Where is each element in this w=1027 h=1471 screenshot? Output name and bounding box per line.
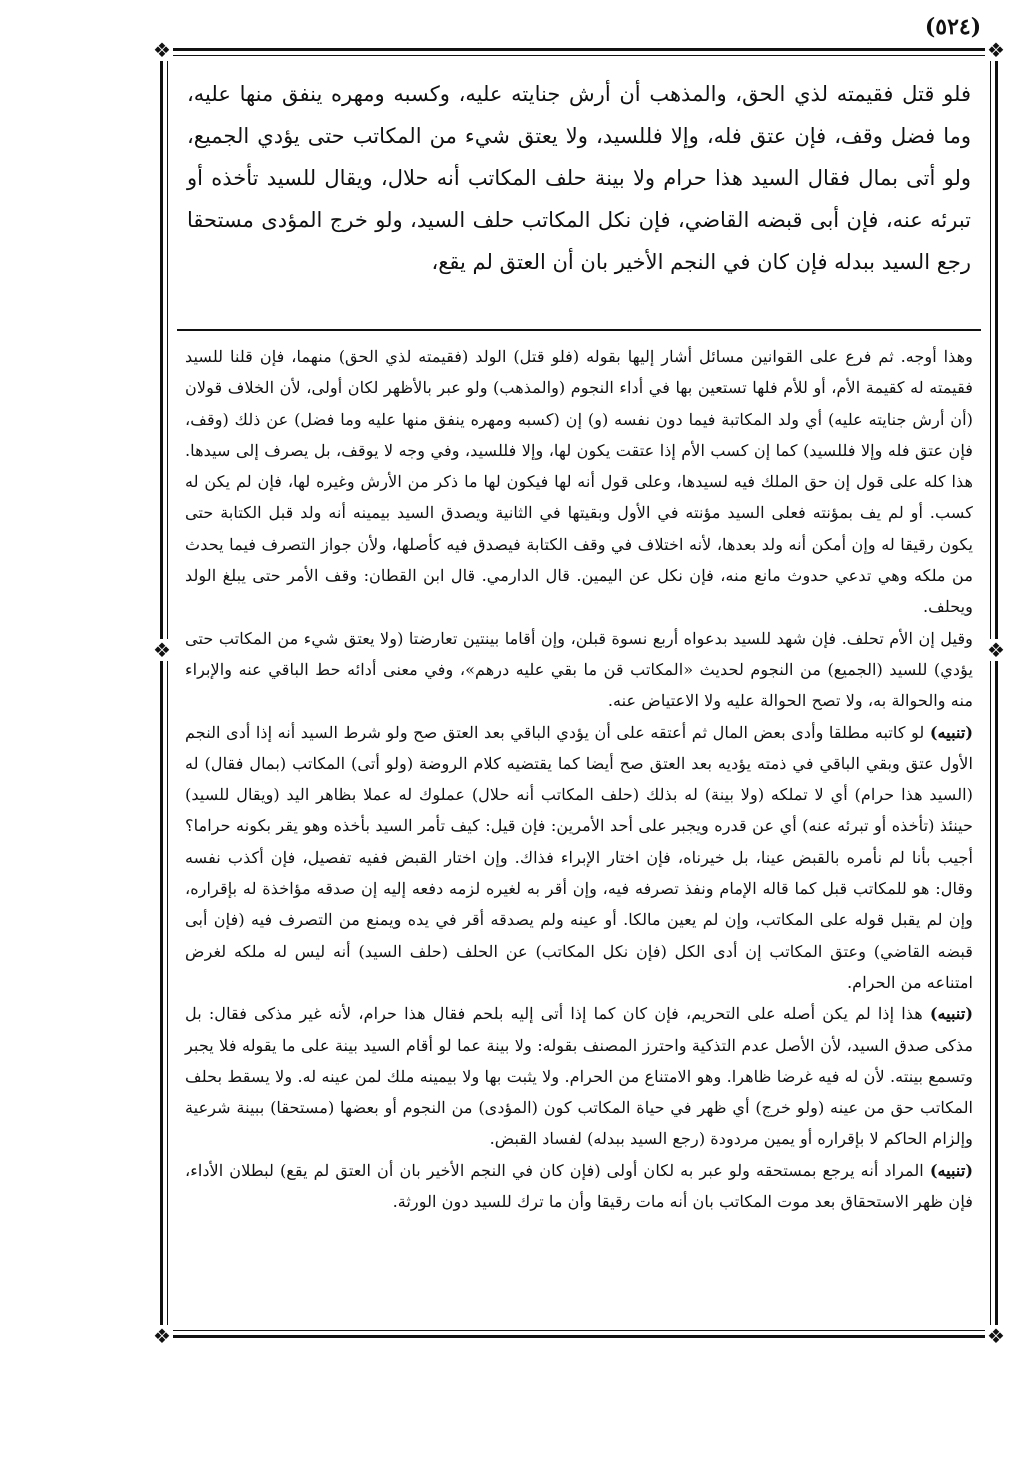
corner-ornament-icon: ❖	[985, 39, 1007, 61]
tanbih-label: (تنبيه)	[929, 1004, 973, 1024]
corner-ornament-icon: ❖	[151, 1325, 173, 1347]
side-ornament-icon: ❖	[151, 639, 173, 661]
commentary-paragraph	[185, 998, 973, 1154]
commentary-paragraph	[185, 341, 973, 623]
tanbih-label: (تنبيه)	[929, 1160, 973, 1180]
separator-line	[177, 329, 981, 331]
side-ornament-icon: ❖	[985, 639, 1007, 661]
commentary-text	[185, 341, 973, 1217]
page-number: (٥٢٤)	[924, 14, 982, 40]
commentary-body: وهذا أوجه. ثم فرع على القوانين مسائل أشار إليها بقوله (فلو قتل) الولد (فقيمته لذي الحق) منهما، فإن قلنا للسيد فقيمته له كقيمة الأم، أو للأم فلها تستعين بها في أداء النجوم (والمذهب) ولو عبر بالأظهر لكان أولى، لأن الخلاف قولان (أن أرش جنايته عليه) أي ولد المكاتبة فيما دون نفسه (و) إن (كسبه ومهره ينفق منها عليه وما فضل) عن ذلك (وقف، فإن عتق فله وإلا فللسيد) كما إن كسب الأم إذا عتقت يكون لها، وإلا فللسيد، وفي وجه لا يوقف، بل يصرف إلى سيدها. هذا كله على قول إن حق الملك فيه لسيدها، وعلى قول أنه لها فيكون لها ما ذكر من الأرش وغيره لها، فإن لم يكن له كسب. أو لم يف بمؤنته فعلى السيد مؤنته في الأول وبقيتها في الثانية ويصدق السيد بيمينه أنه ولد قبل الكتابة حتى يكون رقيقا له وإن أمكن أنه ولد بعدها، لأنه اختلاف في وقف الكتابة فيصدق فيه كأصلها، ولأن جواز التصرف فيما يحدث من ملكه وهي تدعي حدوث مانع منه، فإن نكل عن اليمين. قال الدارمي. قال ابن القطان: وقف الأمر حتى يبلغ الولد ويحلف.	[185, 347, 973, 617]
corner-ornament-icon: ❖	[985, 1325, 1007, 1347]
commentary-body: وقيل إن الأم تحلف. فإن شهد للسيد بدعواه أربع نسوة قبلن، وإن أقاما بينتين تعارضتا (ولا يعتق شيء من المكاتب حتى يؤدي) للسيد (الجميع) من النجوم لحديث «المكاتب قن ما بقي عليه درهم»، وفي معنى أدائه حط الباقي عنه والإبراء منه والحوالة به، ولا تصح الحوالة عليه ولا الاعتياض عنه.	[185, 628, 973, 711]
commentary-paragraph	[185, 717, 973, 999]
main-text	[187, 73, 971, 283]
commentary-paragraph	[185, 1155, 973, 1218]
page-frame	[153, 38, 1005, 1348]
commentary-body: لو كاتبه مطلقا وأدى بعض المال ثم أعتقه على أن يؤدي الباقي بعد العتق صح ولو شرط السيد أنه إذا أدى النجم الأول عتق وبقي الباقي في ذمته يؤديه بعد العتق صح أيضا كما يقتضيه كلام الروضة (ولو أتى) المكاتب (بمال فقال) له (السيد هذا حرام) أي لا تملكه (ولا بينة) له بذلك (حلف المكاتب أنه حلال) عملوك له عملا بظاهر اليد (ويقال للسيد) حينئذ (تأخذه أو تبرئه عنه) أي عن قدره ويجبر على أحد الأمرين: فإن قيل: كيف تأمر السيد بأخذه وهو يقر بكونه حراما؟ أجيب بأنا لم نأمره بالقبض عينا، بل خيرناه، فإن اختار الإبراء فذاك. وإن اختار القبض ففيه تفصيل، فإن أكذب نفسه وقال: هو للمكاتب قبل كما قاله الإمام ونفذ تصرفه فيه، وإن أقر به لغيره لزمه دفعه إليه إن صدقه مؤاخذة له بإقراره، وإن لم يقبل قوله على المكاتب، وإن لم يعين مالكا. أو عينه ولم يصدقه أقر في يده ويمنع من التصرف فيه (فإن أبى قبضه القاضي) وعتق المكاتب إن أدى الكل (فإن نكل المكاتب) عن الحلف (حلف السيد) أنه ليس له ملكه لغرض امتناعه من الحرام.	[185, 722, 973, 992]
tanbih-label: (تنبيه)	[929, 722, 973, 742]
main-text-paragraph: فلو قتل فقيمته لذي الحق، والمذهب أن أرش جنايته عليه، وكسبه ومهره ينفق منها عليه، وما فضل وقف، فإن عتق فله، وإلا فللسيد، ولا يعتق شيء من المكاتب حتى يؤدي الجميع، ولو أتى بمال فقال السيد هذا حرام ولا بينة حلف المكاتب أنه حلال، ويقال للسيد تأخذه أو تبرئه عنه، فإن أبى قبضه القاضي، فإن نكل المكاتب حلف السيد، ولو خرج المؤدى مستحقا رجع السيد ببدله فإن كان في النجم الأخير بان أن العتق لم يقع،	[187, 82, 971, 274]
commentary-paragraph	[185, 623, 973, 717]
commentary-body: هذا إذا لم يكن أصله على التحريم، فإن كان كما إذا أتى إليه بلحم فقال هذا حرام، لأنه غير مذكى فقال: بل مذكى صدق السيد، لأن الأصل عدم التذكية واحترز المصنف بقوله: ولا بينة عما لو أقام السيد بينة على ما يقوله فلا يجبر وتسمع بينته. لأن له فيه غرضا ظاهرا. وهو الامتناع من الحرام. ولا يثبت بها ولا بيمينه ملك لمن عينه له. ولا يسقط بحلف المكاتب حق من عينه (ولو خرج) أي ظهر في حياة المكاتب كون (المؤدى) من النجوم أو بعضها (مستحقا) ببينة شرعية وإلزام الحاكم لا بإقراره أو يمين مردودة (رجع السيد ببدله) لفساد القبض.	[185, 1004, 973, 1149]
corner-ornament-icon: ❖	[151, 39, 173, 61]
commentary-body: المراد أنه يرجع بمستحقه ولو عبر به لكان أولى (فإن كان في النجم الأخير بان أن العتق لم يقع) لبطلان الأداء، فإن ظهر الاستحقاق بعد موت المكاتب بان أنه مات رقيقا وأن ما ترك للسيد دون الورثة.	[185, 1160, 973, 1212]
